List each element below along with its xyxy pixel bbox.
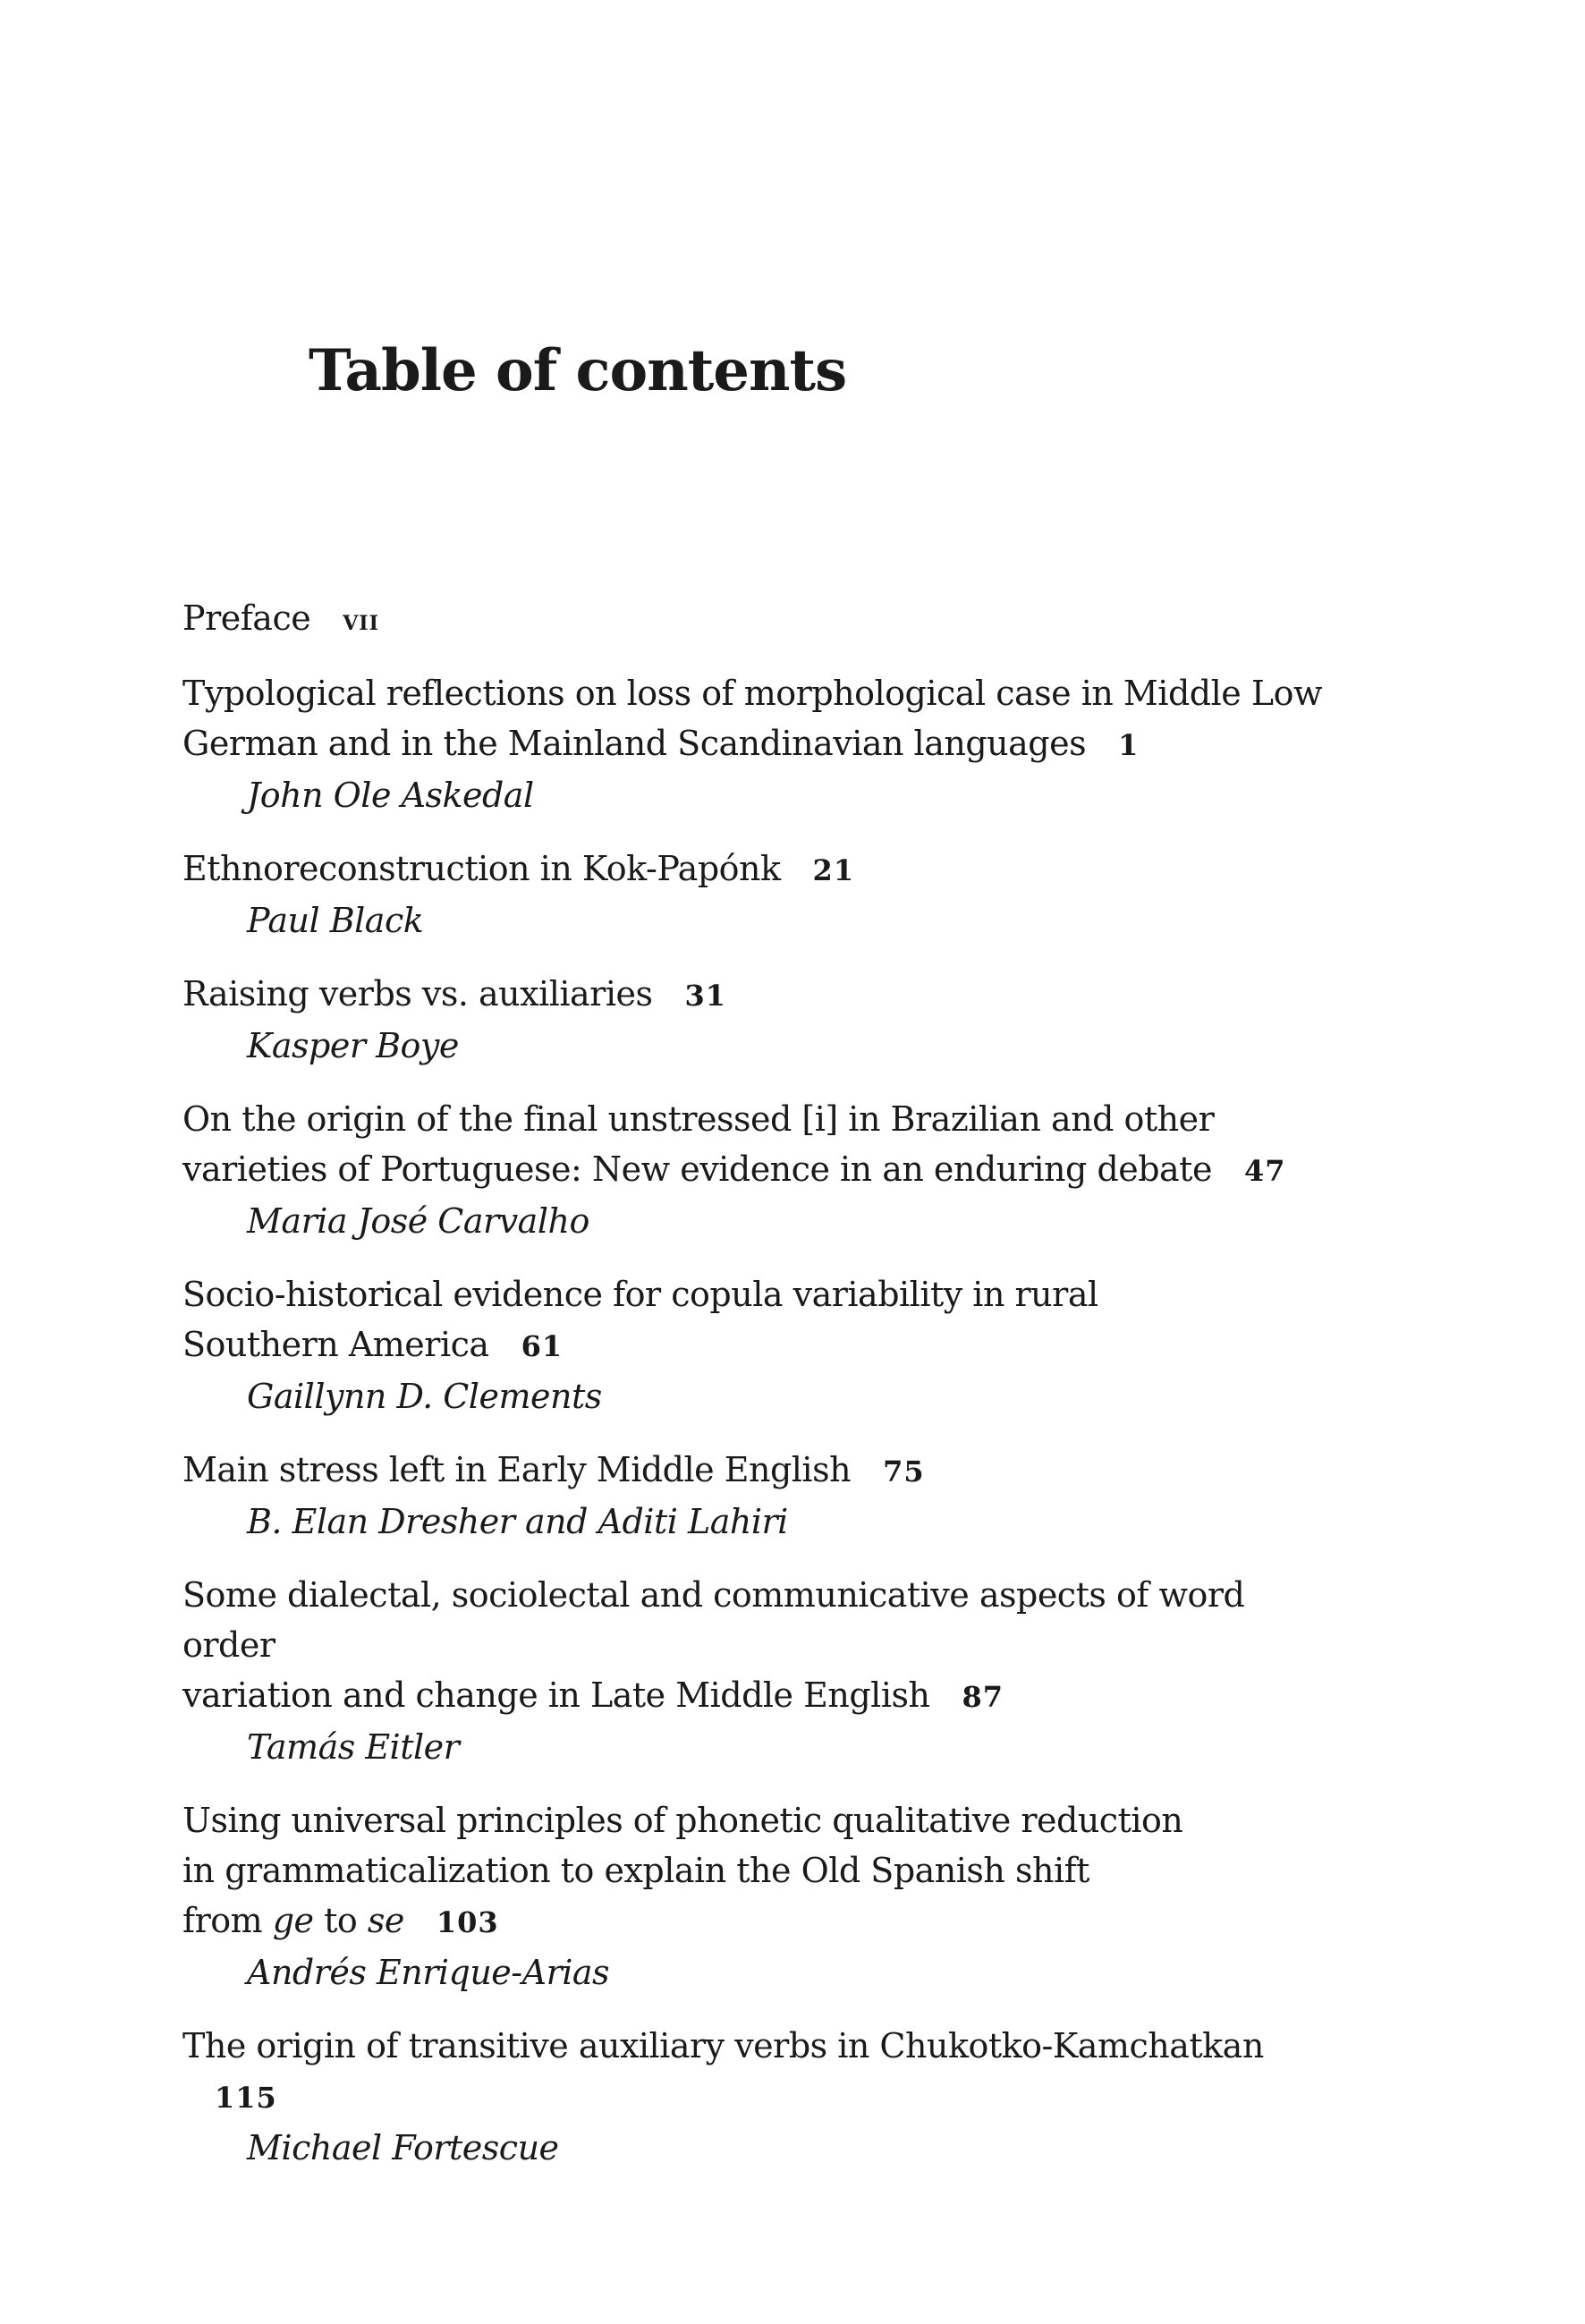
- toc-entry[interactable]: [182, 1570, 1345, 1772]
- entry-author: Tamás Eitler: [247, 1727, 460, 1767]
- toc-entry-title: [182, 1795, 1345, 1845]
- entry-title-text: Some dialectal, sociolectal and communicative aspects of word order: [182, 1575, 1245, 1665]
- entry-title-text: Preface: [182, 598, 311, 638]
- page-number: vii: [343, 603, 379, 637]
- entry-title-text: Socio-historical evidence for copula variability in rural: [182, 1275, 1098, 1314]
- toc-entry-title: [182, 1269, 1345, 1319]
- entry-author: Paul Black: [247, 901, 424, 940]
- entry-title-text: Ethnoreconstruction in Kok-Papónk: [182, 849, 781, 888]
- page-title: Table of contents: [309, 337, 847, 404]
- page-number: 21: [812, 853, 855, 887]
- entry-title-text: Raising verbs vs. auxiliaries: [182, 974, 653, 1014]
- page-number: 31: [684, 979, 726, 1013]
- entry-author: Michael Fortescue: [247, 2128, 559, 2167]
- toc-entry-title: [182, 969, 1345, 1021]
- entry-author: B. Elan Dresher and Aditi Lahiri: [247, 1502, 788, 1541]
- toc-entry-title: [182, 668, 1345, 718]
- toc-entry[interactable]: [182, 1094, 1345, 1246]
- toc-entry-title: [182, 1144, 1345, 1196]
- entry-author: Gaillynn D. Clements: [247, 1377, 602, 1416]
- toc-entry-title: [182, 1845, 1345, 1896]
- toc-entry-title: [182, 1094, 1345, 1144]
- toc-entry[interactable]: [182, 1269, 1345, 1421]
- toc-entry-title: [182, 844, 1345, 895]
- page-number: 75: [883, 1455, 925, 1489]
- entry-title-text: varieties of Portuguese: New evidence in an enduring debate: [182, 1149, 1212, 1189]
- toc-entry[interactable]: [182, 2021, 1345, 2173]
- toc-entry-title: [182, 1570, 1345, 1670]
- entry-title-text: to: [313, 1901, 368, 1940]
- toc-entry-title: [182, 1319, 1345, 1371]
- entry-author: Maria José Carvalho: [247, 1201, 589, 1241]
- entry-title-text: The origin of transitive auxiliary verbs in Chukotko-Kamchatkan: [182, 2026, 1264, 2065]
- page-number: 61: [521, 1329, 564, 1363]
- entry-title-text: Using universal principles of phonetic qualitative reduction: [182, 1801, 1183, 1840]
- toc-entry[interactable]: [182, 1445, 1345, 1547]
- page-number: 47: [1243, 1154, 1286, 1188]
- toc-entry-preface[interactable]: [182, 593, 1345, 645]
- toc-entry-title: [182, 718, 1345, 770]
- entry-author: John Ole Askedal: [247, 776, 534, 815]
- toc-entry[interactable]: [182, 1795, 1345, 1997]
- toc-entry[interactable]: [182, 844, 1345, 946]
- toc-entry-title: [182, 593, 1345, 645]
- page-number: 115: [215, 2081, 277, 2115]
- page-number: 1: [1118, 728, 1140, 762]
- entry-title-text: Main stress left in Early Middle English: [182, 1450, 852, 1489]
- entry-title-text: On the origin of the final unstressed [i] in Brazilian and other: [182, 1099, 1215, 1139]
- entry-author: Kasper Boye: [247, 1026, 459, 1065]
- page-number: 103: [436, 1905, 499, 1939]
- entry-title-text: Southern America: [182, 1325, 489, 1364]
- toc-entry[interactable]: [182, 969, 1345, 1071]
- toc-entry-title: [182, 1445, 1345, 1497]
- toc-entry-title: [182, 1896, 1345, 1947]
- entry-title-italic: se: [367, 1901, 404, 1940]
- entry-title-text: Typological reflections on loss of morphological case in Middle Low: [182, 674, 1322, 713]
- toc-entry-title: [182, 2021, 1345, 2123]
- toc-entry[interactable]: [182, 668, 1345, 820]
- entry-title-text: in grammaticalization to explain the Old Spanish shift: [182, 1851, 1089, 1890]
- toc-entry-title: [182, 1670, 1345, 1722]
- page-number: 87: [962, 1680, 1004, 1714]
- entry-title-text: German and in the Mainland Scandinavian languages: [182, 724, 1087, 763]
- table-of-contents: [182, 593, 1345, 2196]
- entry-author: Andrés Enrique-Arias: [247, 1953, 610, 1992]
- entry-title-text: from: [182, 1901, 273, 1940]
- entry-title-text: variation and change in Late Middle English: [182, 1675, 930, 1715]
- entry-title-italic: ge: [272, 1901, 314, 1940]
